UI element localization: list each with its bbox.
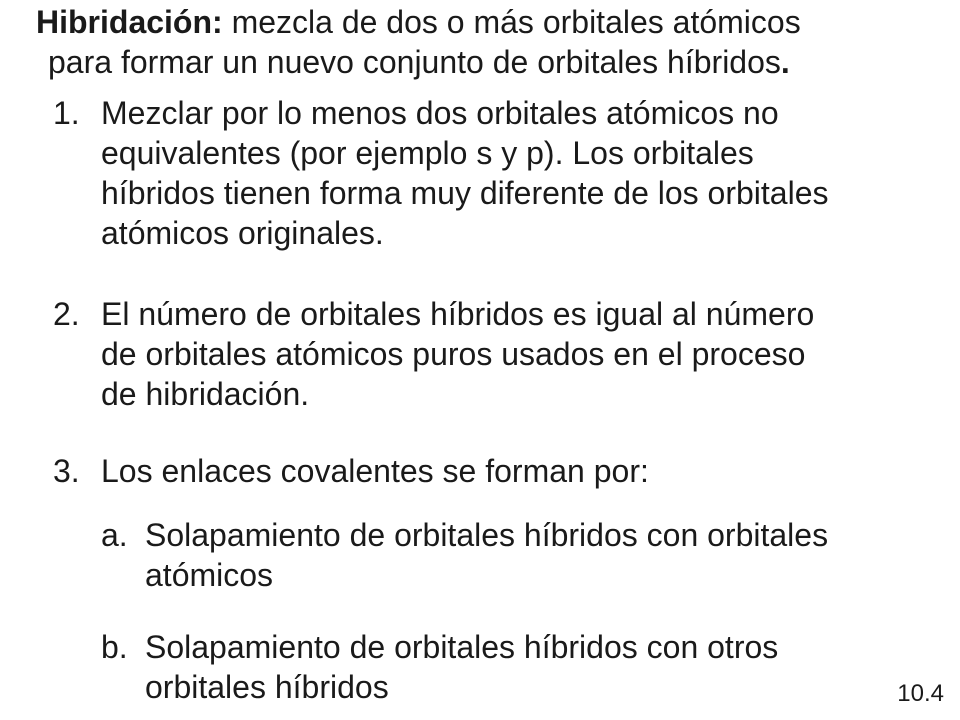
list-item-3-marker: 3. xyxy=(53,453,80,489)
sub-item-b-line-2: orbitales híbridos xyxy=(145,669,389,705)
list-item-3 xyxy=(53,451,953,491)
list-item-1-line-3: híbridos tienen forma muy diferente de los orbitales xyxy=(101,175,829,211)
list-item-2 xyxy=(53,294,953,414)
list-item-1-marker: 1. xyxy=(53,95,80,131)
list-item-2-line-3: de hibridación. xyxy=(101,376,310,412)
sub-item-a-line-1: Solapamiento de orbitales híbridos con orbitales xyxy=(145,517,829,553)
list-item-2-line-1: El número de orbitales híbridos es igual al número xyxy=(101,296,815,332)
sub-item-b xyxy=(101,627,951,707)
list-item-3-line-1: Los enlaces covalentes se forman por: xyxy=(101,453,649,489)
heading-definition-line1: mezcla de dos o más orbitales atómicos xyxy=(222,4,801,40)
list-item-2-marker: 2. xyxy=(53,296,80,332)
heading-definition-line2-wrapper xyxy=(36,42,936,82)
sub-item-a-line-2: atómicos xyxy=(145,557,274,593)
heading-period: . xyxy=(780,44,790,80)
list-item-1 xyxy=(53,93,953,253)
list-item-1-line-4: atómicos originales. xyxy=(101,215,384,251)
heading-term: Hibridación: xyxy=(36,4,223,40)
sub-item-b-marker: b. xyxy=(101,629,128,665)
sub-item-a-marker: a. xyxy=(101,517,128,553)
list-item-1-line-1: Mezclar por lo menos dos orbitales atómicos no xyxy=(101,95,779,131)
sub-item-b-line-1: Solapamiento de orbitales híbridos con otros xyxy=(145,629,779,665)
slide-heading xyxy=(36,2,936,82)
page-number: 10.4 xyxy=(897,680,944,707)
list-item-1-line-2: equivalentes (por ejemplo s y p). Los orbitales xyxy=(101,135,754,171)
list-item-2-line-2: de orbitales atómicos puros usados en el proceso xyxy=(101,336,806,372)
sub-item-a xyxy=(101,515,951,595)
heading-definition-line2: para formar un nuevo conjunto de orbitales híbridos xyxy=(48,44,781,80)
